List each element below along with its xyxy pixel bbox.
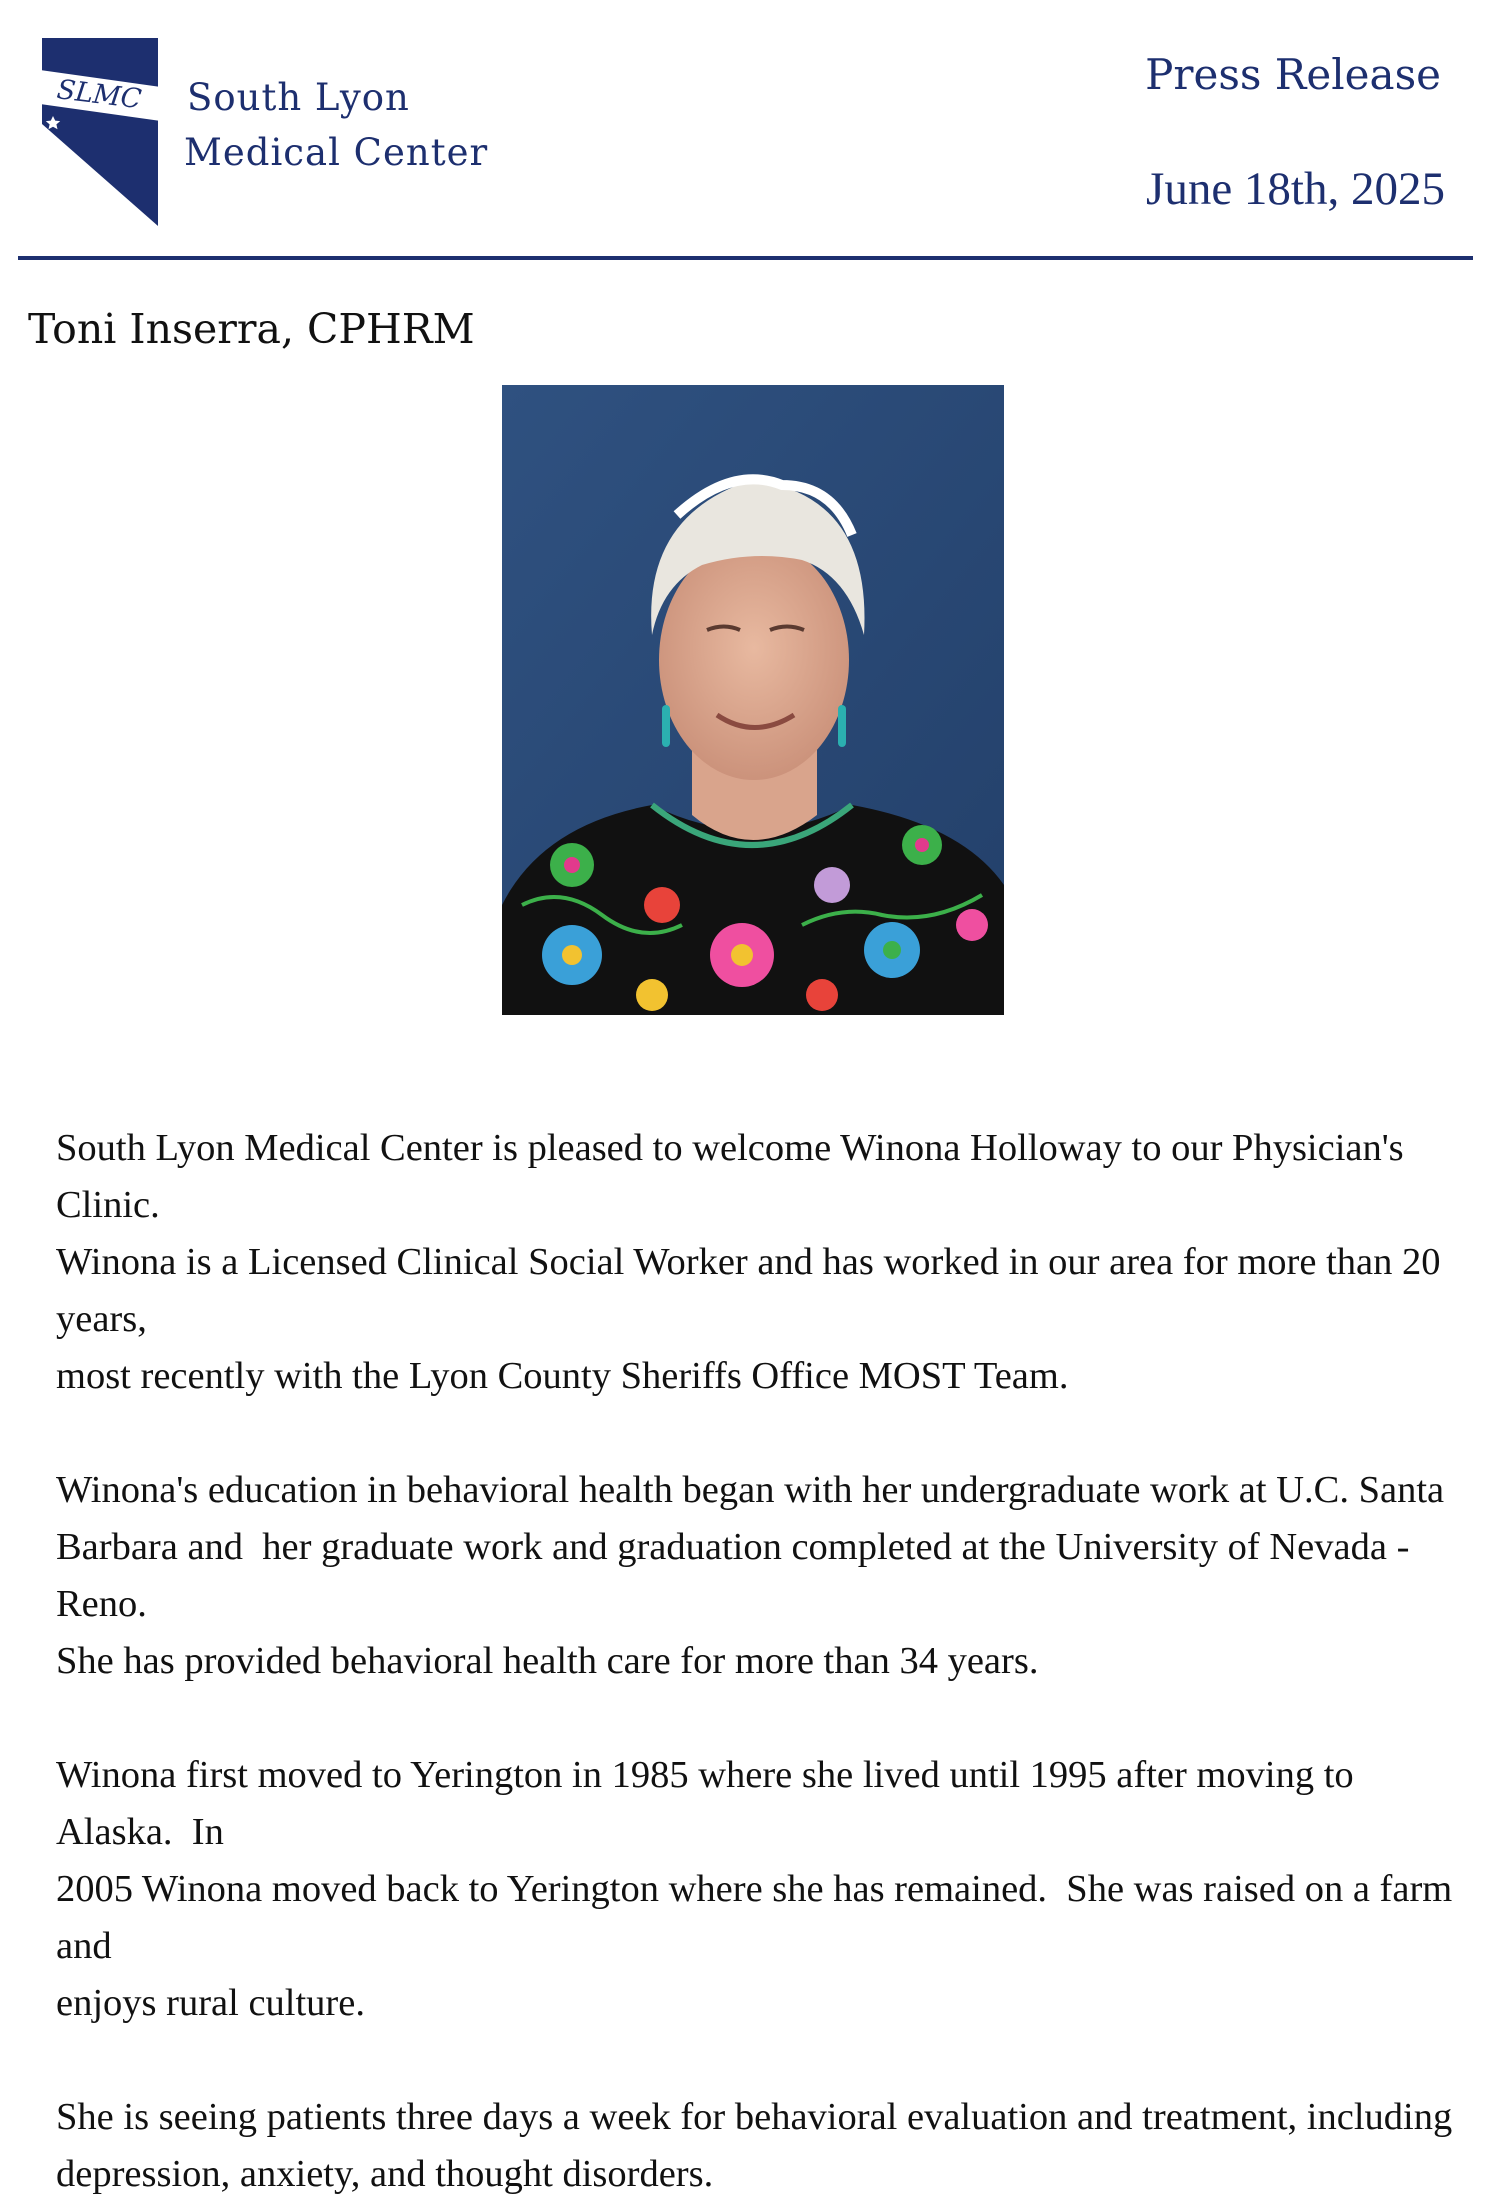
paragraph: Winona's education in behavioral health began with her undergraduate work at U.C. Santa Barbara and her graduate work and graduation completed at the University of Nevada - Reno. She has provided behavioral health care for more than 34 years.: [56, 1469, 1445, 1682]
org-name-line2: Medical Center: [184, 131, 489, 174]
header-divider: [18, 256, 1473, 260]
document-type-heading: Press Release: [1145, 50, 1441, 99]
article-body: [56, 1120, 1456, 2203]
paragraph: Winona first moved to Yerington in 1985 where she lived until 1995 after moving to Alaska. In 2005 Winona moved back to Yerington where she has remained. She was raised on a farm and enjoys rural culture.: [56, 1754, 1453, 2024]
author-name: Toni Inserra, CPHRM: [28, 305, 475, 353]
slmc-logo: [40, 36, 170, 226]
organization-name: [184, 70, 488, 180]
paragraph: South Lyon Medical Center is pleased to welcome Winona Holloway to our Physician's Clinic. Winona is a Licensed Clinical Social Worker and has worked in our area for more than 20 years, most recently with the Lyon County Sheriffs Office MOST Team.: [56, 1127, 1441, 1397]
paragraph: She is seeing patients three days a week for behavioral evaluation and treatment, including depression, anxiety, and thought disorders.: [56, 2096, 1453, 2195]
org-name-line1: South Lyon: [187, 76, 410, 119]
logo-lettering: SLMC: [55, 74, 144, 116]
portrait-photo: [502, 385, 1004, 1015]
release-date: June 18th, 2025: [1146, 163, 1445, 215]
